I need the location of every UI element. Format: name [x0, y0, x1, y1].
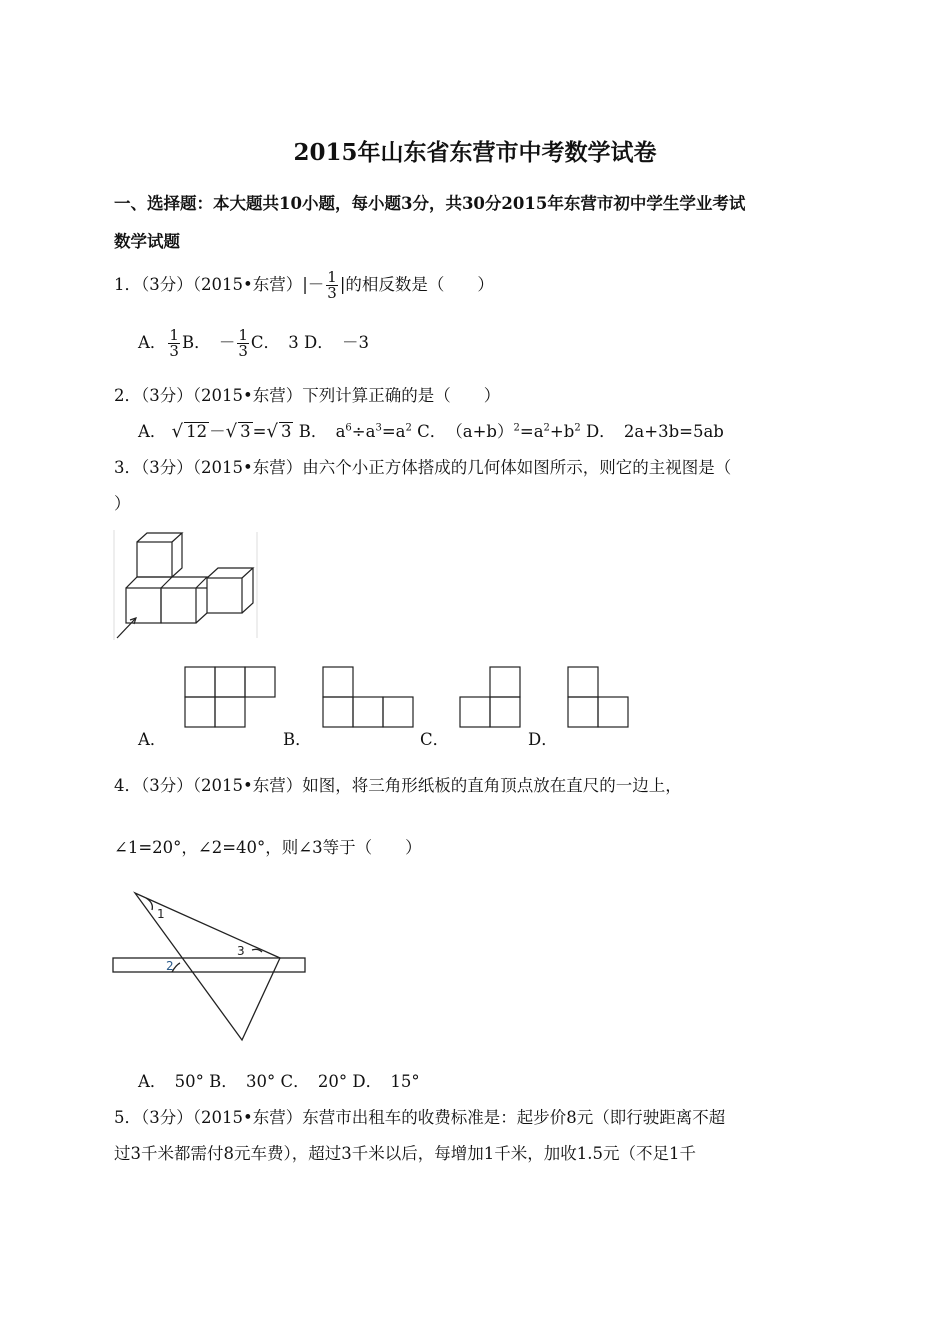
page-title: 2015年山东省东营市中考数学试卷 [293, 139, 657, 166]
option-c[interactable]: C． [420, 730, 450, 749]
option-c[interactable]: C． $(a+b)^2=a^2+b^2$ [417, 422, 581, 441]
fraction-numerator: 1 [327, 268, 337, 286]
view-option-c [455, 664, 525, 730]
question-4-cont: ∠1=20°，∠2=40°，则∠3等于（ ） [114, 838, 422, 857]
cube-figure [112, 530, 262, 642]
question-4: 4．（3分）（2015•东营）如图，将三角形纸板的直角顶点放在直尺的一边上， [114, 776, 682, 795]
fraction-denominator: 3 [327, 284, 337, 302]
section-heading-cont: 数学试题 [114, 232, 180, 251]
question-5-cont: 过3千米都需付8元车费），超过3千米以后，每增加1千米，加收1.5元（不足1千 [114, 1144, 696, 1163]
option-d[interactable]: D． 2a+3b=5ab [585, 422, 724, 441]
fraction-numerator: 1 [238, 326, 248, 344]
option-a[interactable]: A． [138, 333, 167, 352]
fraction-denominator: 3 [169, 342, 179, 360]
fraction-numerator: 1 [169, 326, 179, 344]
angle-label-1: 1 [157, 907, 165, 921]
radicand: 3 [280, 422, 292, 441]
fraction [326, 270, 338, 301]
option-d[interactable]: D． －3 [304, 333, 370, 352]
option-d[interactable]: D． [528, 730, 558, 749]
fraction [237, 328, 249, 359]
option-a[interactable]: A． [138, 730, 167, 749]
triangle-ruler-figure [110, 888, 310, 1048]
question-1-options [138, 328, 369, 359]
section-heading: 一、选择题：本大题共10小题，每小题3分，共30分2015年东营市初中学生学业考试 [114, 194, 746, 213]
question-2: 2．（3分）（2015•东营）下列计算正确的是（ ） [114, 386, 501, 405]
question-1-suffix: |的相反数是（ ） [339, 275, 494, 294]
fraction-denominator: 3 [238, 342, 248, 360]
option-b[interactable]: B． － [181, 333, 236, 352]
option-c[interactable]: C． 3 [250, 333, 299, 352]
equals-sign: = [252, 422, 267, 441]
question-1 [114, 270, 494, 301]
sqrt-icon: √ [225, 421, 238, 442]
angle-label-3: 3 [237, 944, 245, 958]
view-option-a [180, 664, 280, 730]
fraction [168, 328, 180, 359]
view-option-b [318, 664, 418, 730]
question-1-prefix: 1．（3分）（2015•东营）|－ [114, 275, 325, 294]
question-3: 3．（3分）（2015•东营）由六个小正方体搭成的几何体如图所示，则它的主视图是（ [114, 458, 732, 477]
question-5: 5．（3分）（2015•东营）东营市出租车的收费标准是：起步价8元（即行驶距离不超 [114, 1108, 726, 1127]
option-b[interactable]: B． $a^6\div a^3=a^2$ [298, 422, 412, 441]
sqrt-icon: √ [266, 421, 278, 442]
question-3-cont: ） [114, 494, 131, 513]
minus-sign: － [209, 422, 226, 441]
angle-label-2: 2 [166, 959, 174, 973]
option-b[interactable]: B． [283, 730, 312, 749]
view-option-d [563, 664, 633, 730]
radicand: 3 [240, 422, 251, 441]
question-2-options [138, 418, 724, 442]
sqrt-icon: √ [171, 421, 184, 442]
radicand: 12 [186, 422, 208, 441]
option-a[interactable]: A． [138, 422, 167, 441]
question-4-options[interactable]: A． 50° B． 30° C． 20° D． 15° [138, 1072, 420, 1091]
